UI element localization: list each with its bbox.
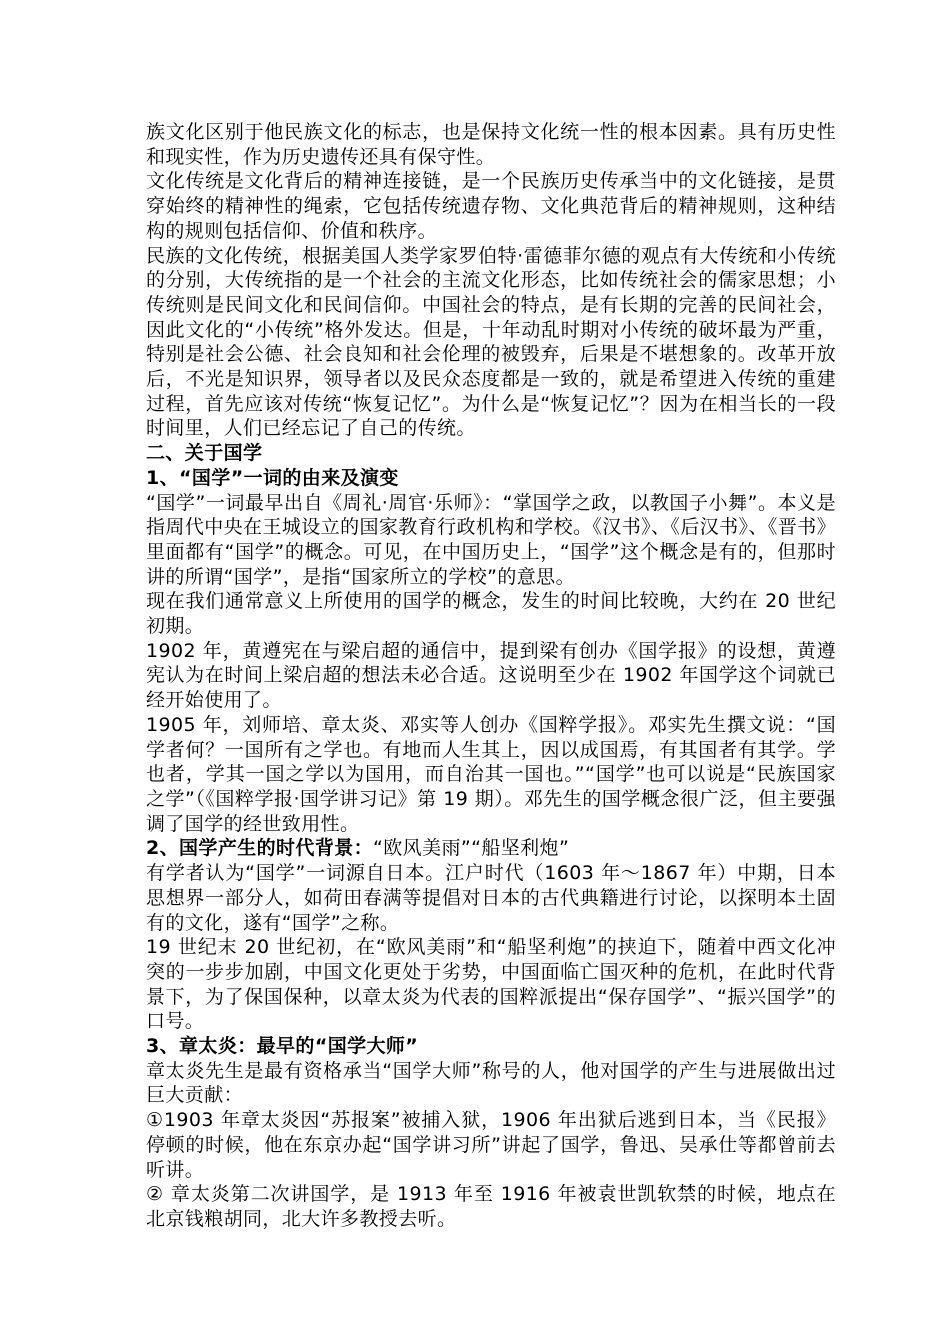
- paragraph-modern-concept: 现在我们通常意义上所使用的国学的概念，发生的时间比较晚，大约在 20 世纪初期。: [146, 590, 836, 638]
- paragraph-1905: 1905 年，刘师培、章太炎、邓实等人创办《国粹学报》。邓实先生撰文说：“国学者何？一国所有之学也。有地而人生其上，因以成国焉，有其国者有其学。学也者，学其一国之学以为国用，而自治其一国也。”“国学”也可以说是“民族国家之学”（《国粹学报·国学讲习记》第 19 期）。邓先生的国学概念很广泛，但主要强调了国学的经世致用性。: [146, 713, 836, 835]
- paragraph-cultural-tradition: 文化传统是文化背后的精神连接链，是一个民族历史传承当中的文化链接，是贯穿始终的精神性的绳索，它包括传统遗存物、文化典范背后的精神规则，这种结构的规则包括信仰、价值和秩序。: [146, 170, 836, 242]
- paragraph-zhang-1903: ①1903 年章太炎因“苏报案”被捕入狱，1906 年出狱后逃到日本，当《民报》停顿的时候，他在东京办起“国学讲习所”讲起了国学，鲁迅、吴承仕等都曾前去听讲。: [146, 1109, 836, 1181]
- subheading-historical-background: [146, 836, 836, 861]
- subheading-historical-background-rest: “欧风美雨”“船坚利炮”: [373, 837, 570, 860]
- subheading-historical-background-bold: 2、国学产生的时代背景：: [146, 837, 374, 860]
- paragraph-late-19th-century: 19 世纪末 20 世纪初，在“欧风美雨”和“船坚利炮”的挟迫下，随着中西文化冲突的一步步加剧，中国文化更处于劣势，中国面临亡国灭种的危机，在此时代背景下，为了保国保种，以章太炎为代表的国粹派提出“保存国学”、“振兴国学”的口号。: [146, 936, 836, 1033]
- paragraph-zhang-1913: ② 章太炎第二次讲国学，是 1913 年至 1916 年被袁世凯软禁的时候，地点在北京钱粮胡同，北大许多教授去听。: [146, 1183, 836, 1230]
- paragraph-national-culture-marker: 族文化区别于他民族文化的标志，也是保持文化统一性的根本因素。具有历史性和现实性，作为历史遗传还具有保守性。: [146, 121, 836, 168]
- paragraph-japan-origin: 有学者认为“国学”一词源自日本。江户时代（1603 年～1867 年）中期，日本思想界一部分人，如荷田春满等提倡对日本的古代典籍进行讨论，以探明本土固有的文化，遂有“国学”之称。: [146, 862, 836, 934]
- subheading-origin-of-guoxue: 1、“国学”一词的由来及演变: [146, 466, 399, 489]
- paragraph-great-small-tradition: 民族的文化传统，根据美国人类学家罗伯特·雷德菲尔德的观点有大传统和小传统的分别，大传统指的是一个社会的主流文化形态，比如传统社会的儒家思想；小传统则是民间文化和民间信仰。中国社会的特点，是有长期的完善的民间社会，因此文化的“小传统”格外发达。但是，十年动乱时期对小传统的破坏最为严重，特别是社会公德、社会良知和社会伦理的被毁弃，后果是不堪想象的。改革开放后，不光是知识界，领导者以及民众态度都是一致的，就是希望进入传统的重建过程，首先应该对传统“恢复记忆”。为什么是“恢复记忆”？因为在相当长的一段时间里，人们已经忘记了自己的传统。: [146, 244, 836, 440]
- section-heading-about-guoxue: 二、关于国学: [146, 442, 263, 465]
- paragraph-zhang-contribution: 章太炎先生是最有资格承当“国学大师”称号的人，他对国学的产生与进展做出过巨大贡献：: [146, 1059, 836, 1107]
- subheading-zhang-taiyan: 3、章太炎：最早的“国学大师”: [146, 1035, 419, 1058]
- document-page: [146, 120, 836, 1232]
- paragraph-zhouli-origin: “国学”一词最早出自《周礼·周官·乐师》：“掌国学之政，以教国子小舞”。本义是指周代中央在王城设立的国家教育行政机构和学校。《汉书》、《后汉书》、《晋书》里面都有“国学”的概念。可见，在中国历史上，“国学”这个概念是有的，但那时讲的所谓“国学”，是指“国家所立的学校”的意思。: [146, 491, 836, 588]
- paragraph-1902: 1902 年，黄遵宪在与梁启超的通信中，提到梁有创办《国学报》的设想，黄遵宪认为在时间上梁启超的想法未必合适。这说明至少在 1902 年国学这个词就已经开始使用了。: [146, 639, 836, 712]
